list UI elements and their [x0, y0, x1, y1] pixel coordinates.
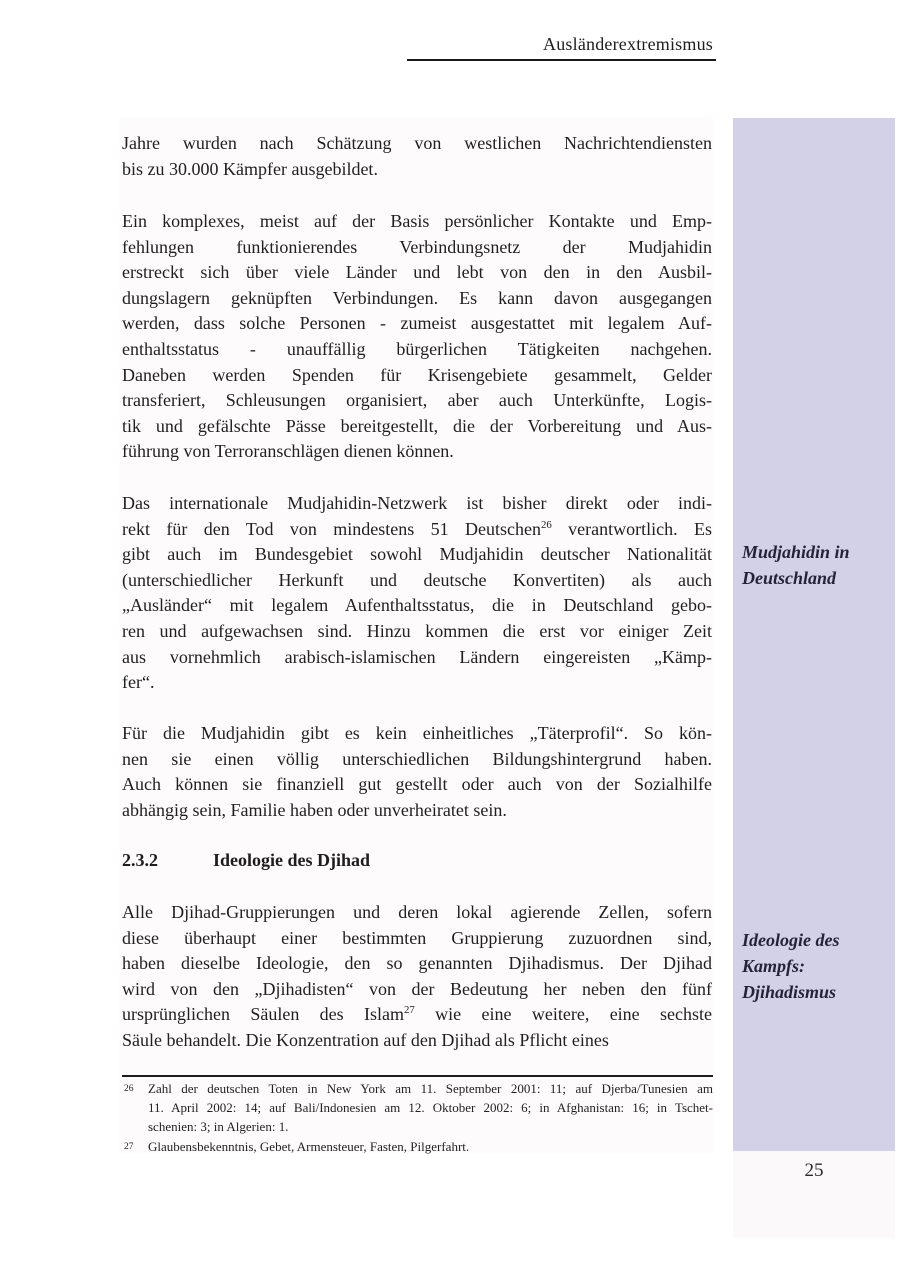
- footnotes: [122, 1079, 713, 1156]
- paragraph-2: Ein komplexes, meist auf der Basis persönlicher Kontakte und Emp- fehlungen funktionierendes Verbindungsnetz der Mudjahidin erstreckt sich über viele Länder und lebt von den in den Ausbil- dungslagern geknüpften Verbindungen. Es kann davon ausgegangen werden, dass solche Personen - zumeist ausgestattet mit legalem Auf- enthaltsstatus - unauffällig bürgerlichen Tätigkeiten nachgehen. Daneben werden Spenden für Krisengebiete gesammelt, Gelder transferiert, Schleusungen organisiert, aber auch Unterkünfte, Logis- tik und gefälschte Pässe bereitgestellt, die der Vorbereitung und Aus- führung von Terroranschlägen dienen können.: [122, 211, 712, 462]
- paragraph-1: Jahre wurden nach Schätzung von westlichen Nachrichtendiensten bis zu 30.000 Kämpfer ausgebildet.: [122, 133, 712, 179]
- running-header: Ausländerextremismus: [543, 34, 713, 54]
- footnote-text: Glaubensbekenntnis, Gebet, Armensteuer, Fasten, Pilgerfahrt.: [148, 1138, 470, 1154]
- section-number: 2.3.2: [122, 850, 158, 870]
- margin-note-mudjahidin: Mudjahidin in Deutschland: [742, 542, 850, 588]
- paragraph-5: Alle Djihad-Gruppierungen und deren lokal agierende Zellen, sofern diese überhaupt einer bestimmten Gruppierung zuzuordnen sind, haben dieselbe Ideologie, den so genannten Djihadismus. Der Djihad wird von den „Djihadisten“ von der Bedeutung her neben den fünf ursprünglichen Säulen des Islam$^{27}$ wie eine weitere, eine sechste Säule behandelt. Die Konzentration auf den Djihad als Pflicht eines: [122, 902, 713, 1050]
- footnote-26: [122, 1079, 713, 1137]
- header-rule: [407, 59, 716, 61]
- page-number: 25: [804, 1160, 824, 1181]
- section-heading: [122, 847, 712, 873]
- footnote-marker: 26: [124, 1084, 134, 1094]
- section-title: Ideologie des Djihad: [213, 850, 371, 870]
- footnote-rule: [122, 1075, 713, 1077]
- margin-note-ideologie: Ideologie des Kampfs: Djihadismus: [742, 930, 840, 1002]
- footnote-27: [122, 1137, 713, 1156]
- paragraph-3: Das internationale Mudjahidin-Netzwerk ist bisher direkt oder indi- rekt für den Tod von mindestens 51 Deutschen$^{26}$ verantwortlich. Es gibt auch im Bundesgebiet sowohl Mudjahidin deutscher Nationalität (unterschiedlicher Herkunft und deutsche Konvertiten) als auch „Ausländer“ mit legalem Aufenthaltsstatus, die in Deutschland gebo- ren und aufgewachsen sind. Hinzu kommen die erst vor einiger Zeit aus vornehmlich arabisch-islamischen Ländern eingereisten „Kämp- fer“.: [122, 493, 712, 693]
- footnote-marker: 27: [124, 1141, 134, 1152]
- footnote-text: Zahl der deutschen Toten in New York am 11. September 2001: 11; auf Djerba/Tunesien am 11. April 2002: 14; auf Bali/Indonesien am 12. Oktober 2002: 6; in Afghanistan: 16; in Tschet- schenien: 3; in Algerien: 1.: [148, 1081, 713, 1135]
- paragraph-4: Für die Mudjahidin gibt es kein einheitliches „Täterprofil“. So kön- nen sie einen völlig unterschiedlichen Bildungshintergrund haben. Auch können sie finanziell gut gestellt oder auch von der Sozialhilfe abhängig sein, Familie haben oder unverheiratet sein.: [122, 723, 712, 820]
